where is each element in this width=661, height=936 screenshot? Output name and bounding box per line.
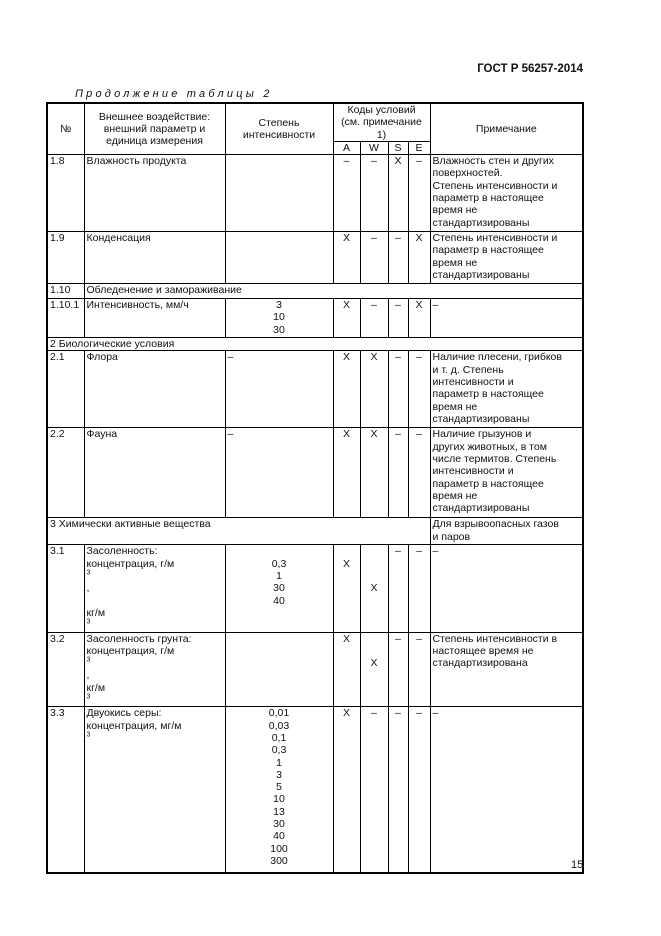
row-num: 3.2 [47,632,84,707]
header-factor: Внешнее воздействие: внешний параметр и единица измерения [84,103,225,155]
row-code-e: – [408,707,430,873]
row-degree: – [225,351,333,428]
row-note: – [430,707,583,873]
table-row [47,299,583,338]
row-degree: 0,3 1 30 40 [225,545,333,632]
row-note: Наличие плесени, грибков и т. д. Степень интенсивности и параметр в настоящее время не стандартизированы [430,351,583,428]
row-code-a: X [333,707,360,873]
row-factor: Засоленность грунта: концентрация, г/м $^3$ , кг/м $^3$ [84,632,225,707]
table-row [47,351,583,428]
row-num: 2.1 [47,351,84,428]
row-code-w: – [360,707,388,873]
row-degree [225,632,333,707]
row-factor: Засоленность: концентрация, г/м $^3$ , кг/м $^3$ [84,545,225,632]
row-code-w: X [360,545,388,632]
page-number: 15 [571,859,584,871]
row-factor: Флора [84,351,225,428]
row-factor: Обледенение и замораживание [84,284,583,299]
row-num: 1.10 [47,284,84,299]
row-code-w: – [360,299,388,338]
row-code-e: – [408,155,430,232]
code-e: E [408,141,430,154]
row-num: 1.10.1 [47,299,84,338]
row-note: Степень интенсивности в настоящее время не стандартизирована [430,632,583,707]
header-row [47,103,583,141]
row-num: 1.8 [47,155,84,232]
header-num: № [47,103,84,155]
row-code-e: – [408,428,430,518]
row-factor: Интенсивность, мм/ч [84,299,225,338]
row-note: Степень интенсивности и параметр в настоящее время не стандартизированы [430,232,583,284]
row-code-s: X [388,155,408,232]
row-factor: Конденсация [84,232,225,284]
row-code-a: X [333,232,360,284]
row-code-s: – [388,299,408,338]
row-factor: Фауна [84,428,225,518]
row-code-a: X [333,428,360,518]
table-row [47,707,583,873]
document-code: ГОСТ Р 56257-2014 [477,63,583,75]
row-code-a: X [333,545,360,632]
row-note: Наличие грызунов и других животных, в том числе термитов. Степень интенсивности и параметр в настоящее время не стандартизированы [430,428,583,518]
section-row [47,338,583,351]
row-note: – [430,545,583,632]
row-code-s: – [388,545,408,632]
row-code-e: X [408,232,430,284]
row-code-w: X [360,428,388,518]
table-row [47,284,583,299]
row-factor: Двуокись серы: концентрация, мг/м $^3$ [84,707,225,873]
row-degree [225,232,333,284]
row-num: 3.1 [47,545,84,632]
row-degree: 3 10 30 [225,299,333,338]
row-code-e: – [408,545,430,632]
section-row [47,518,583,545]
row-code-a: X [333,299,360,338]
row-degree: – [225,428,333,518]
row-degree [225,155,333,232]
header-note: Примечание [430,103,583,155]
table-row [47,428,583,518]
row-code-e: – [408,632,430,707]
row-code-a: X [333,632,360,707]
conditions-table [46,102,584,874]
row-degree: 0,01 0,03 0,1 0,3 1 3 5 10 13 30 40 100 300 [225,707,333,873]
row-num: 2.2 [47,428,84,518]
row-code-e: – [408,351,430,428]
row-code-s: – [388,232,408,284]
header-degree: Степень интенсивности [225,103,333,155]
table-row [47,232,583,284]
row-code-w: X [360,351,388,428]
row-code-e: X [408,299,430,338]
row-code-a: – [333,155,360,232]
row-num: 3.3 [47,707,84,873]
section-title: 2 Биологические условия [47,338,583,351]
row-code-a: X [333,351,360,428]
section-title: 3 Химически активные вещества [47,518,430,545]
table-caption: Продолжение таблицы 2 [75,88,273,100]
row-num: 1.9 [47,232,84,284]
row-code-s: – [388,428,408,518]
table-row [47,155,583,232]
row-code-w: X [360,632,388,707]
row-code-s: – [388,351,408,428]
row-note: Для взрывоопасных газов и паров [430,518,583,545]
row-factor: Влажность продукта [84,155,225,232]
row-code-s: – [388,707,408,873]
table-row [47,545,583,632]
row-code-s: – [388,632,408,707]
row-note: Влажность стен и других поверхностей. Степень интенсивности и параметр в настоящее время не стандартизированы [430,155,583,232]
row-note: – [430,299,583,338]
row-code-w: – [360,232,388,284]
row-code-w: – [360,155,388,232]
code-s: S [388,141,408,154]
header-codes: Коды условий (см. примечание 1) [333,103,430,141]
table-row [47,632,583,707]
code-w: W [360,141,388,154]
code-a: A [333,141,360,154]
